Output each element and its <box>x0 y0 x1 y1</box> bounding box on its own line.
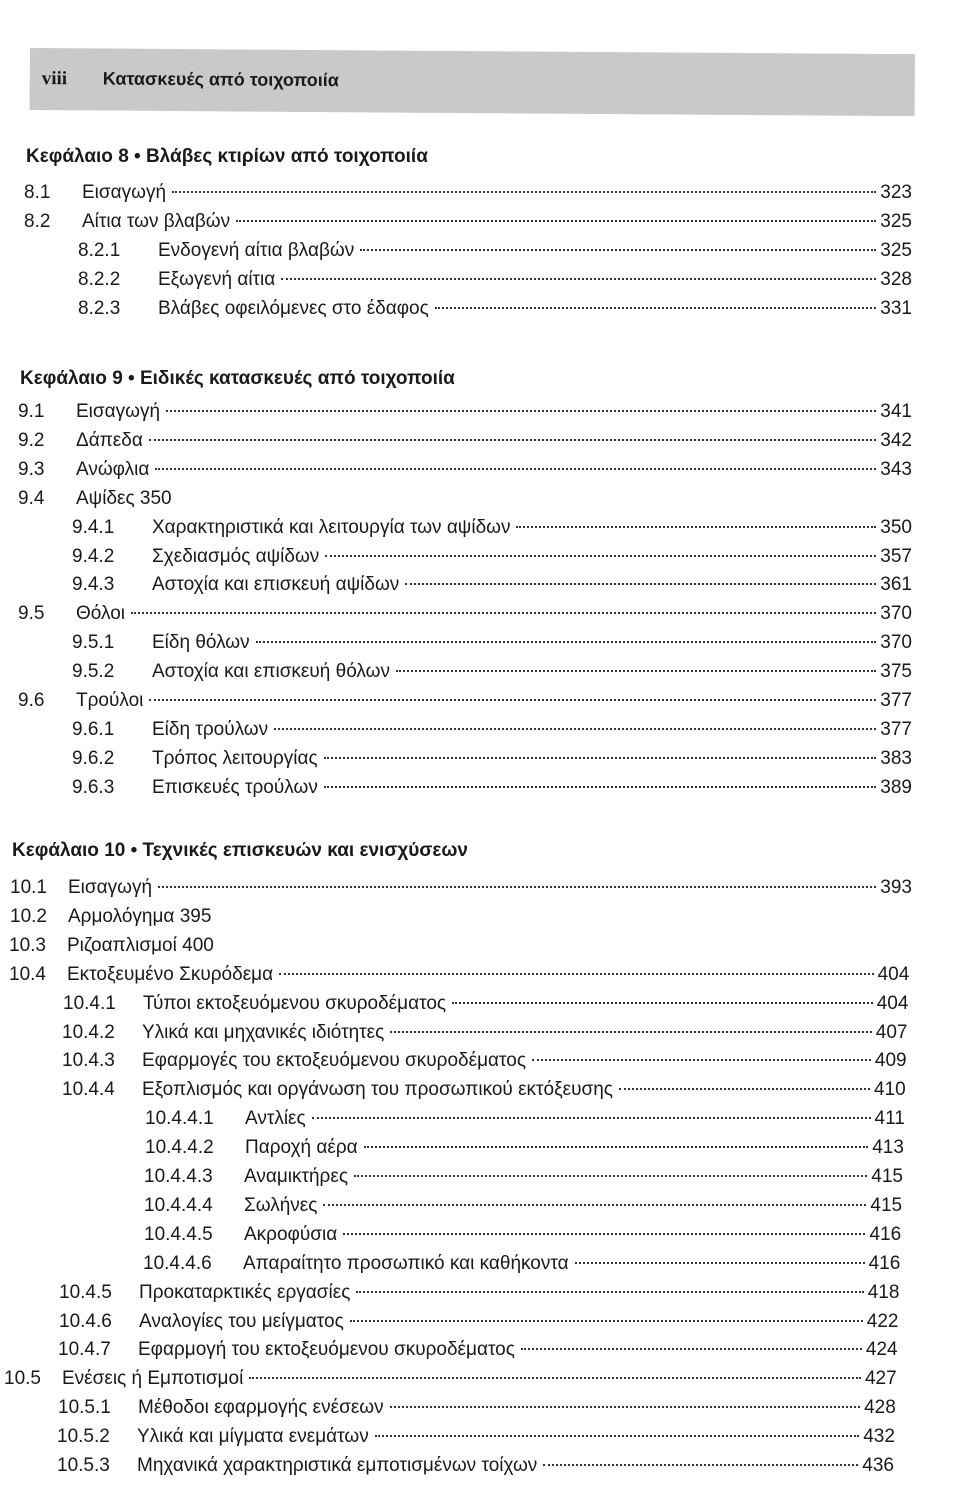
toc-entry[interactable] <box>78 298 912 320</box>
toc-entry-page: 325 <box>880 239 912 261</box>
toc-entry-number: 10.4 <box>9 963 46 985</box>
toc-entry-page: 357 <box>880 545 912 567</box>
toc-entry-number: 10.4.4.2 <box>145 1137 214 1159</box>
toc-leader-dots <box>279 973 873 975</box>
toc-entry-number: 10.5.1 <box>58 1397 111 1419</box>
toc-entry-page: 323 <box>880 182 912 203</box>
toc-entry-title: Εκτοξευμένο Σκυρόδεμα <box>67 963 274 985</box>
toc-entry[interactable] <box>24 182 912 204</box>
toc-entry-number: 9.5 <box>18 603 45 625</box>
toc-entry-title: Επισκευές τρούλων <box>152 776 318 798</box>
toc-entry[interactable] <box>18 430 912 452</box>
toc-entry[interactable] <box>72 517 912 539</box>
toc-entry[interactable] <box>143 1253 900 1275</box>
toc-entry[interactable] <box>9 964 909 986</box>
toc-leader-dots <box>149 439 876 441</box>
toc-entry-number: 9.4.1 <box>72 516 115 538</box>
toc-leader-dots <box>350 1320 863 1322</box>
toc-entry[interactable] <box>57 1426 895 1448</box>
toc-entry[interactable] <box>78 240 912 262</box>
toc-entry-page: 377 <box>880 690 912 711</box>
toc-entry-number: 10.4.4.6 <box>143 1252 212 1274</box>
toc-entry[interactable] <box>58 1339 898 1361</box>
toc-entry-title: Ριζοαπλισμοί 400 <box>67 934 214 956</box>
toc-entry-number: 9.6 <box>18 690 45 711</box>
toc-leader-dots <box>354 1175 867 1177</box>
toc-leader-dots <box>364 1146 869 1148</box>
toc-entry-title: Παροχή αέρα <box>245 1137 358 1159</box>
toc-leader-dots <box>131 612 876 614</box>
toc-leader-dots <box>166 410 876 412</box>
toc-entry-title: Ανώφλια <box>76 458 150 480</box>
toc-entry-page: 343 <box>880 458 912 480</box>
toc-entry[interactable] <box>24 211 912 233</box>
toc-leader-dots <box>324 786 876 788</box>
toc-entry-title: Ακροφύσια <box>244 1223 338 1245</box>
toc-leader-dots <box>249 1377 861 1379</box>
toc-entry-number: 10.5.2 <box>57 1426 110 1448</box>
toc-entry[interactable] <box>59 1282 899 1304</box>
toc-entry-title: Εισαγωγή <box>82 182 167 203</box>
toc-entry-title: Απαραίτητο προσωπικό και καθήκοντα <box>243 1252 569 1274</box>
toc-entry[interactable] <box>63 993 908 1015</box>
toc-leader-dots <box>281 278 876 280</box>
toc-leader-dots <box>360 249 876 251</box>
toc-entry-page: 415 <box>870 1194 903 1216</box>
toc-entry-number: 9.1 <box>18 401 45 422</box>
toc-entry-page: 383 <box>880 747 912 769</box>
toc-entry-title: Θόλοι <box>76 603 125 625</box>
chapter-title: Κεφάλαιο 9 • Ειδικές κατασκευές από τοιχοποιία <box>20 368 455 389</box>
toc-entry[interactable] <box>72 546 912 568</box>
toc-entry-number: 10.4.3 <box>62 1050 115 1072</box>
toc-leader-dots <box>390 1406 860 1408</box>
toc-entry-title: Ενδογενή αίτια βλαβών <box>158 239 355 261</box>
toc-entry[interactable] <box>18 488 912 510</box>
toc-entry-page: 424 <box>865 1339 898 1361</box>
toc-entry-number: 9.4.3 <box>72 574 115 596</box>
toc-entry-title: Τρόπος λειτουργίας <box>152 747 318 769</box>
toc-entry-number: 10.4.7 <box>58 1339 111 1361</box>
toc-entry-number: 10.5.3 <box>57 1455 110 1476</box>
toc-entry-page: 407 <box>875 1021 908 1043</box>
toc-entry-page: 361 <box>880 574 912 596</box>
toc-entry[interactable] <box>145 1137 904 1159</box>
toc-entry-title: Αίτια των βλαβών <box>82 210 231 232</box>
toc-entry[interactable] <box>144 1166 903 1188</box>
toc-leader-dots <box>516 526 876 528</box>
header-title: Κατασκευές από τοιχοποιία <box>102 68 339 91</box>
toc-entry[interactable] <box>78 269 912 291</box>
toc-entry-number: 10.4.4.1 <box>145 1108 214 1130</box>
toc-entry[interactable] <box>144 1195 902 1217</box>
toc-leader-dots <box>452 1002 873 1004</box>
toc-entry-page: 418 <box>867 1281 900 1303</box>
toc-entry[interactable] <box>10 877 912 899</box>
toc-entry-number: 10.4.4.5 <box>144 1223 213 1245</box>
toc-entry-page: 331 <box>880 297 912 319</box>
toc-entry-title: Χαρακτηριστικά και λειτουργία των αψίδων <box>152 516 511 538</box>
toc-entry[interactable] <box>72 632 912 654</box>
toc-leader-dots <box>158 886 876 888</box>
toc-entry-page: 422 <box>866 1310 899 1332</box>
toc-entry-title: Σχεδιασμός αψίδων <box>152 545 320 567</box>
toc-entry-title: Εξοπλισμός και οργάνωση του προσωπικού εκτόξευσης <box>142 1079 613 1101</box>
toc-leader-dots <box>375 1435 859 1437</box>
toc-entry-number: 10.4.6 <box>59 1310 112 1332</box>
toc-entry-page: 389 <box>880 776 912 798</box>
toc-entry-page: 341 <box>880 401 912 422</box>
toc-entry-page: 370 <box>880 632 912 654</box>
toc-leader-dots <box>274 728 876 730</box>
toc-entry-title: Σωλήνες <box>244 1194 318 1216</box>
toc-entry[interactable] <box>4 1368 897 1390</box>
toc-entry-title: Αψίδες 350 <box>76 487 172 509</box>
toc-entry-page: 432 <box>863 1426 895 1448</box>
toc-entry[interactable] <box>58 1397 896 1419</box>
toc-entry-title: Αναλογίες του μείγματος <box>139 1310 344 1332</box>
toc-entry-title: Αστοχία και επισκευή θόλων <box>152 661 390 683</box>
toc-entry-title: Εφαρμογή του εκτοξευόμενου σκυροδέματος <box>138 1339 515 1361</box>
toc-entry[interactable] <box>18 401 912 423</box>
toc-entry-page: 350 <box>880 516 912 538</box>
toc-entry-number: 9.2 <box>18 429 45 451</box>
chapter-title: Κεφάλαιο 8 • Βλάβες κτιρίων από τοιχοποιία <box>26 146 428 167</box>
toc-entry-title: Ενέσεις ή Εμποτισμοί <box>62 1368 244 1390</box>
toc-entry-title: Εισαγωγή <box>68 877 153 898</box>
toc-entry-number: 10.4.4 <box>62 1079 115 1101</box>
toc-leader-dots <box>236 220 876 222</box>
toc-entry-page: 416 <box>869 1223 902 1245</box>
toc-leader-dots <box>543 1464 858 1466</box>
toc-entry[interactable] <box>9 935 910 957</box>
toc-entry[interactable] <box>72 748 912 770</box>
toc-entry-number: 9.3 <box>18 458 45 480</box>
toc-entry-title: Αστοχία και επισκευή αψίδων <box>152 574 400 596</box>
toc-entry-number: 10.4.2 <box>62 1021 115 1043</box>
toc-entry[interactable] <box>59 1311 899 1333</box>
toc-entry-page: 370 <box>880 603 912 625</box>
toc-leader-dots <box>256 641 877 643</box>
toc-leader-dots <box>155 468 876 470</box>
toc-entry-number: 9.5.2 <box>72 661 115 683</box>
toc-entry-title: Αναμικτήρες <box>244 1166 348 1187</box>
toc-entry-number: 10.4.1 <box>63 992 116 1014</box>
toc-leader-dots <box>405 583 876 585</box>
toc-leader-dots <box>575 1262 865 1264</box>
toc-entry-page: 436 <box>862 1455 894 1476</box>
toc-entry-title: Εφαρμογές του εκτοξευόμενου σκυροδέματος <box>142 1050 526 1072</box>
toc-entry-number: 10.4.5 <box>59 1281 112 1303</box>
toc-entry[interactable] <box>62 1050 907 1072</box>
toc-entry-title: Αντλίες <box>245 1108 306 1130</box>
toc-entry-number: 10.3 <box>9 934 46 956</box>
header-page-number: viii <box>41 68 68 90</box>
toc-entry[interactable] <box>72 719 912 741</box>
toc-entry-number: 8.2 <box>24 210 51 232</box>
toc-entry-page: 416 <box>868 1252 901 1274</box>
toc-entry-title: Είδη θόλων <box>152 632 250 654</box>
toc-leader-dots <box>325 555 876 557</box>
toc-entry[interactable] <box>72 574 912 596</box>
toc-entry[interactable] <box>62 1079 906 1101</box>
toc-leader-dots <box>521 1348 862 1350</box>
toc-entry-page: 413 <box>872 1137 904 1159</box>
toc-entry-title: Εξωγενή αίτια <box>158 268 276 290</box>
toc-entry-number: 8.1 <box>24 182 51 203</box>
toc-entry-title: Βλάβες οφειλόμενες στο έδαφος <box>158 297 429 319</box>
toc-entry-title: Υλικά και μίγματα ενεμάτων <box>137 1426 369 1448</box>
toc-entry[interactable] <box>57 1455 894 1477</box>
toc-entry[interactable] <box>18 690 912 712</box>
toc-leader-dots <box>149 699 876 701</box>
toc-entry[interactable] <box>10 906 911 928</box>
toc-entry[interactable] <box>18 603 912 625</box>
toc-entry[interactable] <box>18 459 912 481</box>
toc-entry-page: 328 <box>880 268 912 290</box>
toc-entry-title: Εισαγωγή <box>76 401 161 422</box>
toc-entry-title: Υλικά και μηχανικές ιδιότητες <box>142 1021 385 1043</box>
toc-entry-number: 10.5 <box>4 1368 41 1390</box>
toc-leader-dots <box>172 191 876 193</box>
running-header <box>30 48 915 116</box>
toc-entry-page: 375 <box>880 661 912 683</box>
toc-entry-page: 409 <box>874 1050 907 1072</box>
toc-leader-dots <box>532 1059 871 1061</box>
toc-entry-page: 415 <box>871 1166 903 1187</box>
toc-entry-page: 404 <box>876 992 909 1014</box>
toc-entry-title: Μηχανικά χαρακτηριστικά εμποτισμένων τοίχων <box>137 1455 538 1476</box>
toc-entry-page: 411 <box>874 1108 905 1130</box>
toc-entry-number: 9.6.2 <box>72 747 115 769</box>
toc-leader-dots <box>396 670 876 672</box>
toc-leader-dots <box>343 1233 865 1235</box>
toc-leader-dots <box>312 1117 871 1119</box>
toc-entry-number: 9.5.1 <box>72 632 115 654</box>
toc-entry[interactable] <box>144 1224 901 1246</box>
toc-entry-number: 9.6.3 <box>72 776 115 798</box>
toc-entry-number: 9.6.1 <box>72 718 115 740</box>
toc-entry[interactable] <box>62 1022 908 1044</box>
toc-entry-number: 10.4.4.4 <box>144 1194 213 1216</box>
toc-leader-dots <box>324 757 877 759</box>
toc-entry-title: Αρμολόγημα 395 <box>68 905 212 927</box>
toc-entry-number: 9.4.2 <box>72 545 115 567</box>
toc-entry-page: 342 <box>880 429 912 451</box>
toc-entry-page: 325 <box>880 210 912 232</box>
toc-entry-number: 8.2.1 <box>78 239 121 261</box>
toc-leader-dots <box>323 1204 866 1206</box>
toc-leader-dots <box>356 1291 863 1293</box>
toc-entry-page: 404 <box>877 963 910 985</box>
toc-leader-dots <box>390 1031 872 1033</box>
toc-entry-title: Μέθοδοι εφαρμογής ενέσεων <box>138 1397 384 1419</box>
toc-entry-page: 427 <box>864 1368 897 1390</box>
toc-entry-number: 8.2.3 <box>78 297 121 319</box>
toc-entry-number: 10.4.4.3 <box>144 1166 213 1187</box>
toc-entry-number: 10.2 <box>10 905 47 927</box>
toc-leader-dots <box>619 1088 870 1090</box>
toc-entry-number: 10.1 <box>10 877 47 898</box>
chapter-title: Κεφάλαιο 10 • Τεχνικές επισκευών και ενισχύσεων <box>12 840 468 861</box>
toc-entry[interactable] <box>145 1108 905 1130</box>
toc-entry-page: 410 <box>873 1079 906 1101</box>
toc-entry-page: 377 <box>880 718 912 740</box>
toc-entry-page: 393 <box>880 877 912 898</box>
toc-leader-dots <box>435 307 877 309</box>
toc-entry-title: Προκαταρκτικές εργασίες <box>139 1281 351 1303</box>
toc-entry-title: Είδη τρούλων <box>152 718 269 740</box>
toc-entry-number: 9.4 <box>18 487 45 509</box>
toc-entry-number: 8.2.2 <box>78 268 121 290</box>
toc-entry-title: Τύποι εκτοξευόμενου σκυροδέματος <box>143 992 447 1014</box>
toc-entry-page: 428 <box>864 1397 896 1419</box>
toc-entry-title: Τρούλοι <box>76 690 144 711</box>
toc-entry[interactable] <box>72 777 912 799</box>
toc-entry[interactable] <box>72 661 912 683</box>
toc-entry-title: Δάπεδα <box>76 429 143 451</box>
